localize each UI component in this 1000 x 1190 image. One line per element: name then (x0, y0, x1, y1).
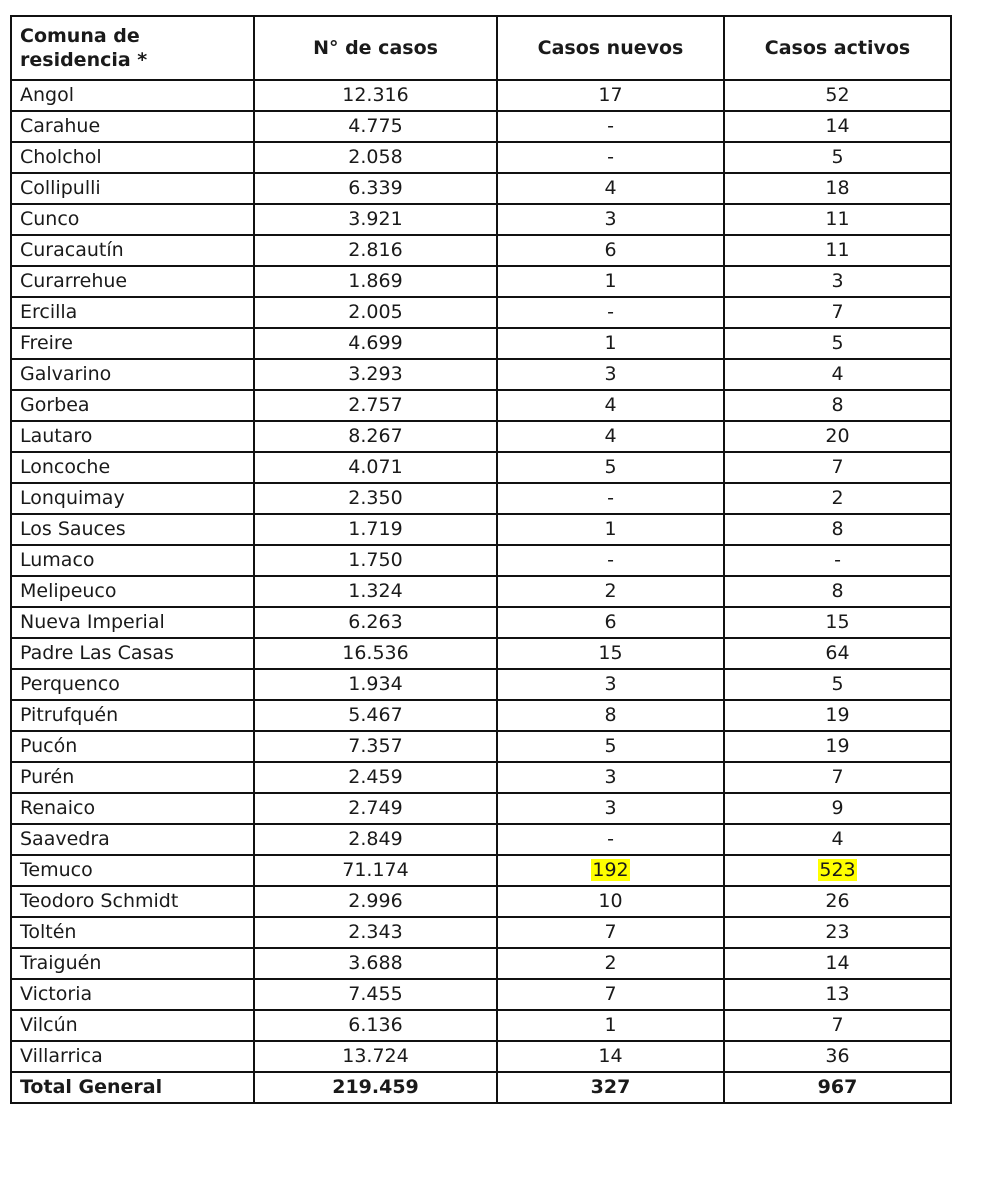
nuevos-cell: 6 (497, 235, 724, 266)
casos-cell: 13.724 (254, 1041, 497, 1072)
table-row (11, 297, 951, 328)
casos-cell: 2.005 (254, 297, 497, 328)
nuevos-cell: 5 (497, 731, 724, 762)
activos-cell: 2 (724, 483, 951, 514)
activos-cell: 3 (724, 266, 951, 297)
activos-cell: 36 (724, 1041, 951, 1072)
comuna-cell: Lonquimay (11, 483, 254, 514)
header-nuevos: Casos nuevos (497, 16, 724, 80)
nuevos-cell: - (497, 483, 724, 514)
table-row (11, 669, 951, 700)
comuna-cell: Pitrufquén (11, 700, 254, 731)
casos-cell: 3.293 (254, 359, 497, 390)
table-row (11, 204, 951, 235)
activos-cell: 52 (724, 80, 951, 111)
nuevos-cell: 1 (497, 266, 724, 297)
table-row (11, 266, 951, 297)
nuevos-cell: 1 (497, 1010, 724, 1041)
comuna-cell: Victoria (11, 979, 254, 1010)
comuna-cell: Saavedra (11, 824, 254, 855)
table-row (11, 173, 951, 204)
activos-cell: 14 (724, 948, 951, 979)
table-row (11, 576, 951, 607)
activos-cell: 7 (724, 1010, 951, 1041)
activos-cell: 7 (724, 452, 951, 483)
comuna-cell: Cunco (11, 204, 254, 235)
comuna-cell: Toltén (11, 917, 254, 948)
covid-cases-table (10, 15, 952, 1104)
table-row (11, 1010, 951, 1041)
comuna-cell: Galvarino (11, 359, 254, 390)
table-row (11, 824, 951, 855)
nuevos-cell: 6 (497, 607, 724, 638)
highlighted-value: 523 (819, 859, 856, 881)
activos-cell: 11 (724, 204, 951, 235)
comuna-cell: Teodoro Schmidt (11, 886, 254, 917)
nuevos-cell: 3 (497, 669, 724, 700)
table-row (11, 545, 951, 576)
casos-cell: 4.775 (254, 111, 497, 142)
casos-cell: 3.921 (254, 204, 497, 235)
nuevos-cell: 5 (497, 452, 724, 483)
casos-cell: 2.849 (254, 824, 497, 855)
activos-cell: 26 (724, 886, 951, 917)
casos-cell: 4.071 (254, 452, 497, 483)
comuna-cell: Curacautín (11, 235, 254, 266)
comuna-cell: Vilcún (11, 1010, 254, 1041)
casos-cell: 2.058 (254, 142, 497, 173)
nuevos-cell: 1 (497, 328, 724, 359)
nuevos-cell: 4 (497, 173, 724, 204)
activos-cell: 11 (724, 235, 951, 266)
comuna-cell: Total General (11, 1072, 254, 1103)
activos-cell (724, 855, 951, 886)
nuevos-cell: - (497, 545, 724, 576)
comuna-cell: Cholchol (11, 142, 254, 173)
table-row (11, 452, 951, 483)
table-row (11, 80, 951, 111)
activos-cell: 8 (724, 514, 951, 545)
comuna-cell: Carahue (11, 111, 254, 142)
casos-cell: 6.136 (254, 1010, 497, 1041)
comuna-cell: Ercilla (11, 297, 254, 328)
nuevos-cell: - (497, 142, 724, 173)
nuevos-cell: 3 (497, 762, 724, 793)
table-row (11, 390, 951, 421)
comuna-cell: Los Sauces (11, 514, 254, 545)
activos-cell: 5 (724, 669, 951, 700)
activos-cell: 19 (724, 731, 951, 762)
comuna-cell: Curarrehue (11, 266, 254, 297)
nuevos-cell: 14 (497, 1041, 724, 1072)
casos-cell: 5.467 (254, 700, 497, 731)
activos-cell: 5 (724, 328, 951, 359)
activos-cell: 14 (724, 111, 951, 142)
comuna-cell: Pucón (11, 731, 254, 762)
table-row (11, 111, 951, 142)
table-row (11, 514, 951, 545)
casos-cell: 7.455 (254, 979, 497, 1010)
table-row (11, 483, 951, 514)
comuna-cell: Nueva Imperial (11, 607, 254, 638)
casos-cell: 1.719 (254, 514, 497, 545)
casos-cell: 2.343 (254, 917, 497, 948)
header-casos: N° de casos (254, 16, 497, 80)
casos-cell: 2.757 (254, 390, 497, 421)
table-row (11, 421, 951, 452)
header-comuna: Comuna de residencia * (11, 16, 254, 80)
nuevos-cell: 7 (497, 979, 724, 1010)
activos-cell: 7 (724, 762, 951, 793)
nuevos-cell: 1 (497, 514, 724, 545)
nuevos-cell: 3 (497, 359, 724, 390)
table-row (11, 700, 951, 731)
nuevos-cell: 10 (497, 886, 724, 917)
comuna-cell: Purén (11, 762, 254, 793)
casos-cell: 7.357 (254, 731, 497, 762)
nuevos-cell: 7 (497, 917, 724, 948)
nuevos-cell: - (497, 824, 724, 855)
nuevos-cell: 4 (497, 421, 724, 452)
nuevos-cell: 8 (497, 700, 724, 731)
casos-cell: 16.536 (254, 638, 497, 669)
casos-cell: 4.699 (254, 328, 497, 359)
table-row (11, 855, 951, 886)
casos-cell: 71.174 (254, 855, 497, 886)
comuna-cell: Gorbea (11, 390, 254, 421)
table-row (11, 235, 951, 266)
activos-cell: 19 (724, 700, 951, 731)
activos-cell: 7 (724, 297, 951, 328)
casos-cell: 6.339 (254, 173, 497, 204)
activos-cell: 967 (724, 1072, 951, 1103)
activos-cell: 4 (724, 359, 951, 390)
nuevos-cell: 17 (497, 80, 724, 111)
comuna-cell: Angol (11, 80, 254, 111)
header-row (11, 16, 951, 80)
casos-cell: 1.934 (254, 669, 497, 700)
highlighted-value: 192 (592, 859, 629, 881)
table-row (11, 731, 951, 762)
casos-cell: 1.869 (254, 266, 497, 297)
table-row (11, 607, 951, 638)
casos-cell: 12.316 (254, 80, 497, 111)
table-body (11, 80, 951, 1103)
activos-cell: 64 (724, 638, 951, 669)
table-row (11, 1041, 951, 1072)
nuevos-cell: 3 (497, 204, 724, 235)
table-row (11, 948, 951, 979)
activos-cell: 13 (724, 979, 951, 1010)
casos-cell: 2.996 (254, 886, 497, 917)
comuna-cell: Temuco (11, 855, 254, 886)
activos-cell: 9 (724, 793, 951, 824)
activos-cell: 5 (724, 142, 951, 173)
casos-cell: 1.750 (254, 545, 497, 576)
nuevos-cell: 2 (497, 948, 724, 979)
casos-cell: 2.350 (254, 483, 497, 514)
nuevos-cell: 4 (497, 390, 724, 421)
nuevos-cell: 2 (497, 576, 724, 607)
total-row (11, 1072, 951, 1103)
comuna-cell: Villarrica (11, 1041, 254, 1072)
casos-cell: 219.459 (254, 1072, 497, 1103)
activos-cell: 15 (724, 607, 951, 638)
casos-cell: 1.324 (254, 576, 497, 607)
comuna-cell: Padre Las Casas (11, 638, 254, 669)
comuna-cell: Collipulli (11, 173, 254, 204)
table-row (11, 793, 951, 824)
table-row (11, 979, 951, 1010)
table-row (11, 142, 951, 173)
nuevos-cell: - (497, 297, 724, 328)
casos-cell: 6.263 (254, 607, 497, 638)
activos-cell: 20 (724, 421, 951, 452)
comuna-cell: Lautaro (11, 421, 254, 452)
activos-cell: 4 (724, 824, 951, 855)
casos-cell: 3.688 (254, 948, 497, 979)
header-activos: Casos activos (724, 16, 951, 80)
nuevos-cell: 3 (497, 793, 724, 824)
table-row (11, 328, 951, 359)
nuevos-cell: - (497, 111, 724, 142)
comuna-cell: Renaico (11, 793, 254, 824)
table-row (11, 917, 951, 948)
nuevos-cell: 327 (497, 1072, 724, 1103)
casos-cell: 2.816 (254, 235, 497, 266)
comuna-cell: Perquenco (11, 669, 254, 700)
comuna-cell: Lumaco (11, 545, 254, 576)
table-row (11, 762, 951, 793)
activos-cell: 18 (724, 173, 951, 204)
comuna-cell: Freire (11, 328, 254, 359)
activos-cell: 8 (724, 390, 951, 421)
comuna-cell: Traiguén (11, 948, 254, 979)
casos-cell: 2.459 (254, 762, 497, 793)
activos-cell: 23 (724, 917, 951, 948)
casos-cell: 8.267 (254, 421, 497, 452)
table-row (11, 886, 951, 917)
comuna-cell: Loncoche (11, 452, 254, 483)
activos-cell: 8 (724, 576, 951, 607)
comuna-cell: Melipeuco (11, 576, 254, 607)
table-row (11, 638, 951, 669)
nuevos-cell: 15 (497, 638, 724, 669)
activos-cell: - (724, 545, 951, 576)
casos-cell: 2.749 (254, 793, 497, 824)
nuevos-cell (497, 855, 724, 886)
table-row (11, 359, 951, 390)
